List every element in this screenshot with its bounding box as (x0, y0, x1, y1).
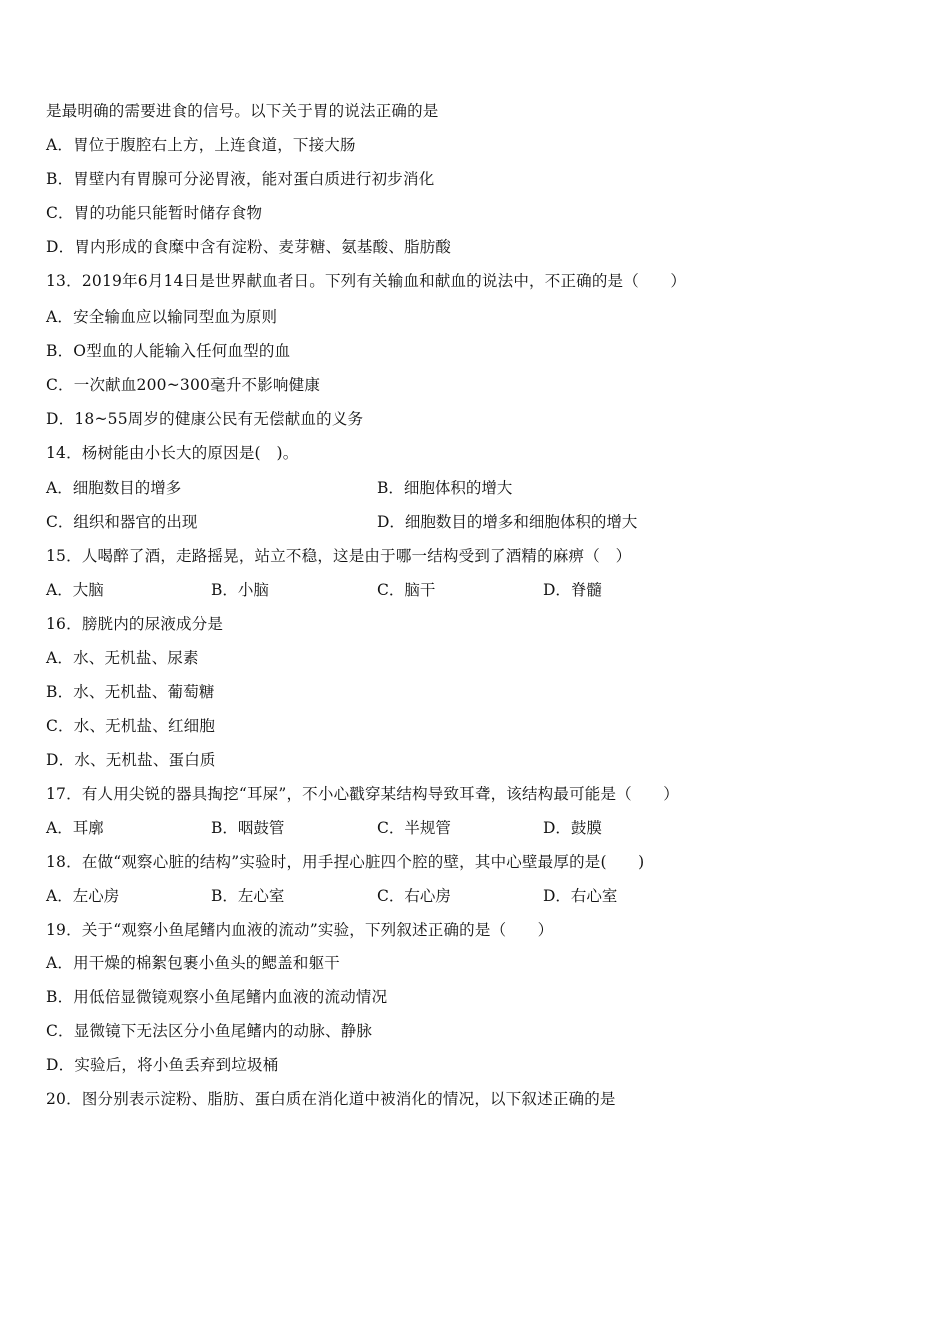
option-line: D．18~55周岁的健康公民有无偿献血的义务 (46, 410, 364, 428)
question-18: 18．在做“观察心脏的结构”实验时，用手捏心脏四个腔的壁，其中心壁最厚的是( ) (46, 853, 645, 871)
question-16: 16．膀胱内的尿液成分是 (46, 615, 224, 633)
option-line: A．水、无机盐、尿素 (46, 649, 199, 667)
option-c: C．脑干 (377, 581, 436, 599)
option-b: B．咽鼓管 (211, 819, 285, 837)
question-17: 17．有人用尖锐的器具掏挖“耳屎”，不小心戳穿某结构导致耳聋，该结构最可能是（ ） (46, 785, 679, 803)
option-row (46, 476, 906, 500)
question-14: 14．杨树能由小长大的原因是( )。 (46, 444, 299, 462)
option-c: C．半规管 (377, 819, 451, 837)
option-line: B．胃壁内有胃腺可分泌胃液，能对蛋白质进行初步消化 (46, 170, 435, 188)
option-line: B．O型血的人能输入任何血型的血 (46, 342, 291, 360)
option-d: D．细胞数目的增多和细胞体积的增大 (377, 513, 638, 531)
option-line: D．水、无机盐、蛋白质 (46, 751, 216, 769)
option-a: A．大脑 (46, 581, 104, 599)
option-c: C．右心房 (377, 887, 451, 905)
option-line: A．胃位于腹腔右上方，上连食道，下接大肠 (46, 136, 356, 154)
question-15: 15．人喝醉了酒，走路摇晃，站立不稳，这是由于哪一结构受到了酒精的麻痹（ ） (46, 547, 632, 565)
option-d: D．右心室 (543, 887, 618, 905)
question-20: 20．图分别表示淀粉、脂肪、蛋白质在消化道中被消化的情况，以下叙述正确的是 (46, 1090, 616, 1108)
option-line: C．一次献血200~300毫升不影响健康 (46, 376, 321, 394)
option-c: C．组织和器官的出现 (46, 513, 198, 531)
option-row (46, 816, 906, 840)
option-a: A．左心房 (46, 887, 120, 905)
option-a: A．细胞数目的增多 (46, 479, 182, 497)
option-b: B．小脑 (211, 581, 269, 599)
option-d: D．鼓膜 (543, 819, 602, 837)
option-b: B．细胞体积的增大 (377, 479, 513, 497)
option-line: D．实验后，将小鱼丢弃到垃圾桶 (46, 1056, 279, 1074)
option-a: A．耳廓 (46, 819, 104, 837)
option-line: C．水、无机盐、红细胞 (46, 717, 216, 735)
option-line: B．用低倍显微镜观察小鱼尾鳍内血液的流动情况 (46, 988, 388, 1006)
option-row (46, 510, 906, 534)
option-line: A．安全输血应以输同型血为原则 (46, 308, 278, 326)
option-row (46, 884, 906, 908)
text-line-stomach-intro: 是最明确的需要进食的信号。以下关于胃的说法正确的是 (46, 102, 439, 120)
option-row (46, 578, 906, 602)
question-19: 19．关于“观察小鱼尾鳍内血液的流动”实验，下列叙述正确的是（ ） (46, 921, 554, 939)
option-line: C．胃的功能只能暂时储存食物 (46, 204, 263, 222)
option-line: C．显微镜下无法区分小鱼尾鳍内的动脉、静脉 (46, 1022, 373, 1040)
option-line: A．用干燥的棉絮包裹小鱼头的鳃盖和躯干 (46, 954, 340, 972)
question-13: 13．2019年6月14日是世界献血者日。下列有关输血和献血的说法中，不正确的是（ ） (46, 272, 687, 290)
option-d: D．脊髓 (543, 581, 602, 599)
option-b: B．左心室 (211, 887, 285, 905)
option-line: B．水、无机盐、葡萄糖 (46, 683, 215, 701)
option-line: D．胃内形成的食糜中含有淀粉、麦芽糖、氨基酸、脂肪酸 (46, 238, 452, 256)
